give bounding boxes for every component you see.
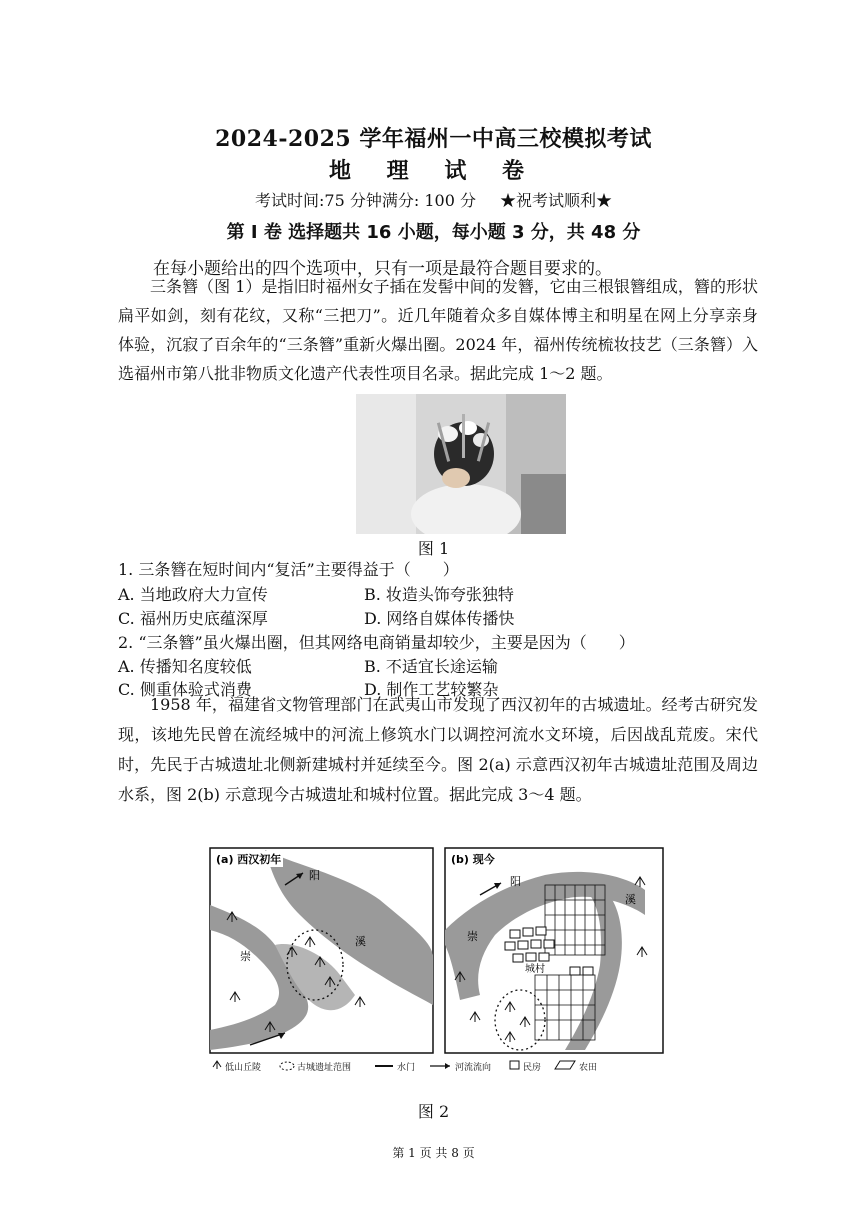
- legend-watergate: 水门: [397, 1063, 416, 1073]
- figure-1-caption: 图 1: [417, 539, 450, 558]
- exam-time-score: 考试时间:75 分钟满分: 100 分: [255, 191, 476, 210]
- q2-option-d: D. 制作工艺较繁杂: [364, 680, 499, 699]
- figure-2-caption: 图 2: [417, 1102, 450, 1121]
- passage-2: 1958 年，福建省文物管理部门在武夷山市发现了西汉初年的古城遗址。经考古研究发现，该地先民曾在流经城中的河流上修筑水门以调控河流水文环境，后因战乱荒废。宋代时，先民于古城遗址北侧新建城村并延续至今。图 2(a) 示意西汉初年古城遗址范围及周边水系，图 2(b) 示意现今古城遗址和城村位置。据此完成 3～4 题。: [118, 695, 758, 804]
- figure-2-legend: [213, 1061, 597, 1073]
- exam-info: [0, 188, 867, 211]
- panel-b-title: (b) 现今: [451, 853, 495, 866]
- river-char-yang: 阳: [309, 869, 320, 882]
- good-luck-wish: ★祝考试顺利★: [499, 191, 612, 210]
- figure-1-photo: [356, 394, 566, 534]
- legend-farmland: 农田: [579, 1063, 598, 1073]
- q1-option-b: B. 妆造头饰夸张独特: [364, 585, 514, 604]
- river-char-chong-b: 崇: [467, 930, 478, 943]
- river-char-xi-b: 溪: [625, 893, 636, 906]
- legend-hills: 低山丘陵: [225, 1063, 262, 1073]
- section-heading: 第 I 卷 选择题共 16 小题，每小题 3 分，共 48 分: [226, 222, 641, 243]
- exam-title: 2024-2025 学年福州一中高三校模拟考试: [215, 126, 652, 152]
- figure-2-maps: [205, 845, 665, 1075]
- q1-option-c: C. 福州历史底蕴深厚: [118, 609, 268, 628]
- village-label: 城村: [525, 964, 545, 975]
- q1-option-a: A. 当地政府大力宣传: [118, 585, 268, 604]
- legend-flow: 河流流向: [455, 1063, 492, 1073]
- subject-title: 地 理 试 卷: [329, 158, 538, 184]
- question-1-stem: 1. 三条簪在短时间内“复活”主要得益于（ ）: [118, 560, 459, 579]
- passage-1: 三条簪（图 1）是指旧时福州女子插在发髻中间的发簪，它由三根银簪组成，簪的形状扁平如剑，刻有花纹，又称“三把刀”。近几年随着众多自媒体博主和明星在网上分享亲身体验，沉寂了百余年的“三条簪”重新火爆出圈。2024 年，福州传统梳妆技艺（三条簪）入选福州市第八批非物质文化遗产代表性项目名录。据此完成 1～2 题。: [118, 277, 758, 383]
- legend-ruins: 古城遗址范围: [297, 1063, 352, 1073]
- map-panel-a: [210, 848, 433, 1053]
- q2-option-a: A. 传播知名度较低: [118, 657, 252, 676]
- page-footer: 第 1 页 共 8 页: [392, 1146, 475, 1160]
- river-char-chong: 崇: [240, 950, 251, 963]
- question-2-stem: 2. “三条簪”虽火爆出圈，但其网络电商销量却较少，主要是因为（ ）: [118, 633, 635, 652]
- river-char-yang-b: 阳: [510, 875, 521, 888]
- legend-houses: 民房: [523, 1063, 542, 1073]
- q2-option-c: C. 侧重体验式消费: [118, 680, 252, 699]
- river-char-xi: 溪: [355, 935, 366, 948]
- section-instruction: 在每小题给出的四个选项中，只有一项是最符合题目要求的。: [153, 259, 612, 279]
- map-panel-b: [445, 848, 663, 1053]
- panel-a-title: (a) 西汉初年: [216, 853, 282, 866]
- q1-option-d: D. 网络自媒体传播快: [364, 609, 515, 628]
- q2-option-b: B. 不适宜长途运输: [364, 657, 498, 676]
